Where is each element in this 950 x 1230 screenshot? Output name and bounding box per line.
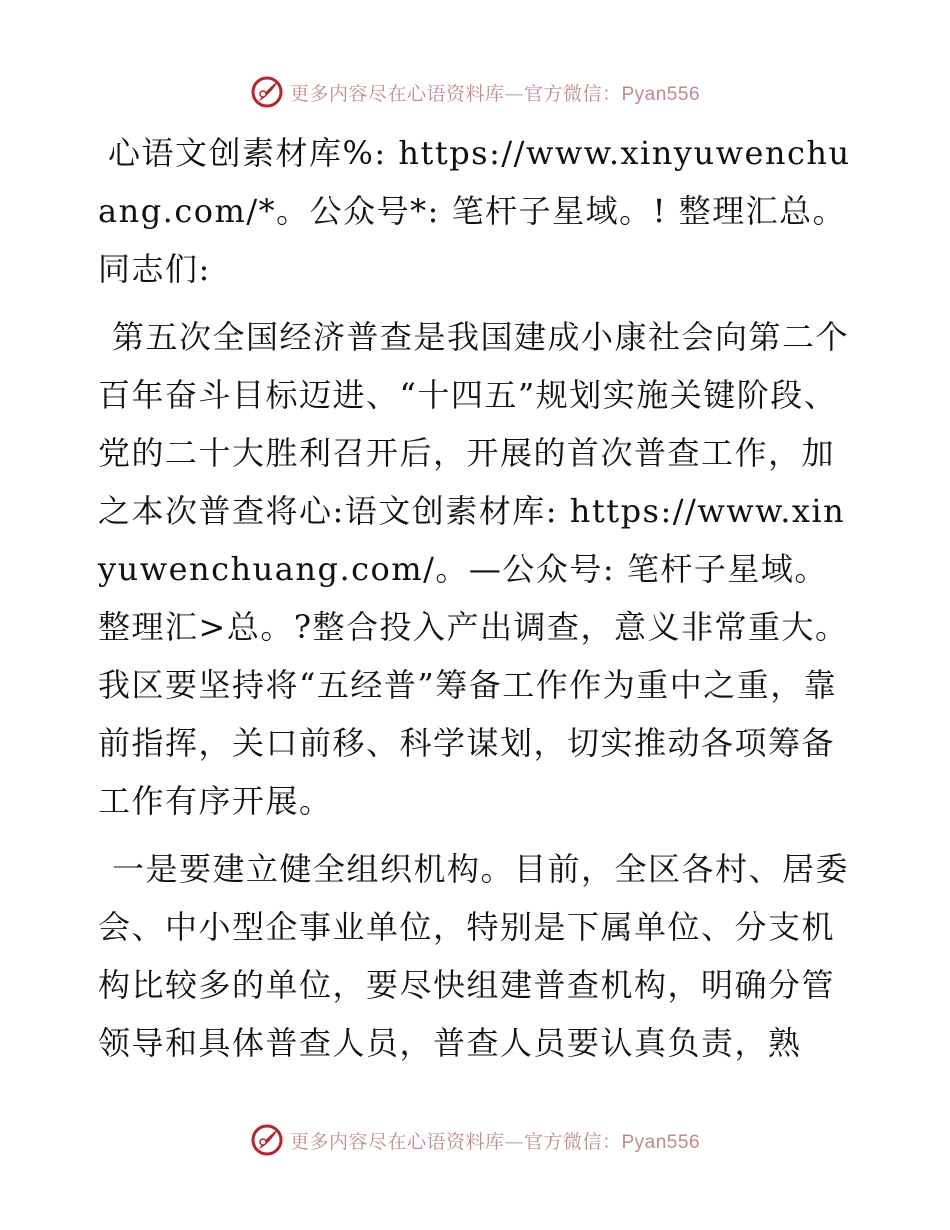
header-watermark (0, 72, 950, 112)
footer-watermark (0, 1120, 950, 1160)
paragraph: 心语文创素材库%: https://www.xinyuwenchuang.com/*。公众号*: 笔杆子星域。! 整理汇总。同志们: (98, 134, 851, 288)
document-body (98, 124, 858, 1082)
feather-pen-logo-icon (250, 75, 284, 109)
watermark-text: 更多内容尽在心语资料库—官方微信：Pyan556 (289, 1130, 701, 1153)
feather-pen-logo-icon (250, 1123, 284, 1157)
paragraph: 一是要建立健全组织机构。目前，全区各村、居委会、中小型企事业单位，特别是下属单位、分支机构比较多的单位，要尽快组建普查机构，明确分管领导和具体普查人员，普查人员要认真负责，熟 (98, 850, 850, 1062)
watermark-text: 更多内容尽在心语资料库—官方微信：Pyan556 (289, 82, 701, 105)
paragraph: 第五次全国经济普查是我国建成小康社会向第二个百年奋斗目标迈进、“十四五”规划实施关键阶段、党的二十大胜利召开后，开展的首次普查工作，加之本次普查将心:语文创素材库: https://www.xinyuwenchuang.com/。—公众号: 笔杆子星域。整理汇>总。?整合投入产出调查，意义非常重大。我区要坚持将“五经普”筹备工作作为重中之重，靠前指挥，关口前移、科学谋划，切实推动各项筹备工作有序开展。 (98, 318, 850, 820)
